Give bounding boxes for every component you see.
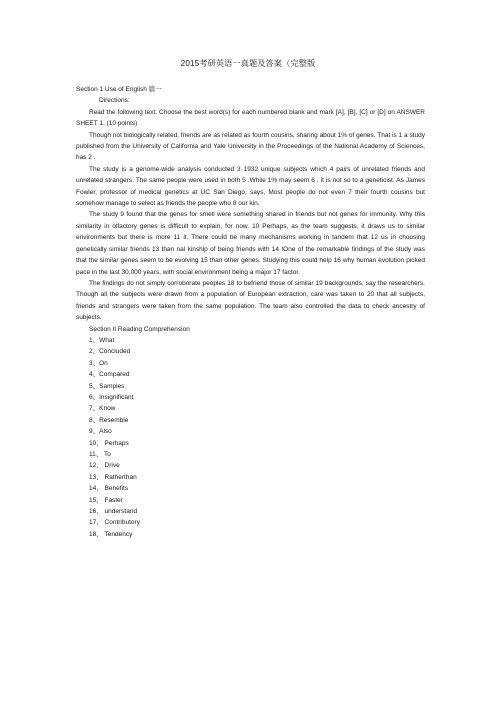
document-body bbox=[76, 84, 425, 540]
answer-item: 18、 Tendency bbox=[89, 530, 133, 538]
answer-item: 15、 Faster bbox=[89, 496, 123, 504]
paragraph-3: The study 9 found that the genes for smell were something shared in friends but not genes for immunity. Why this similarity in olfactory genes is difficult to explain, for now. 10 Perhaps, as the team suggests, it draws us to similar environments but there is more 11 it. There could be many mechanisms working in tandem that 12 us in choosing genetically similar friends 13 than nal kinship of being friends with 14 !One of the remarkable findings of the study was that the similar genes seem to be evolving 15 than other genes. Studying this could help 16 why human evolution picked pace in the last 30,000 years, with social environment being a major 17 factor. bbox=[76, 211, 425, 276]
answer-item: 12、 Drive bbox=[89, 462, 120, 470]
answer-item: 2、Concluded bbox=[89, 348, 131, 356]
directions-label: Directions: bbox=[99, 97, 130, 105]
answer-item: 10、 Perhaps bbox=[89, 439, 129, 447]
answer-item: 11、 To bbox=[89, 451, 111, 458]
answer-list bbox=[76, 335, 425, 540]
section-2-heading: Section II Reading Comprehension bbox=[89, 325, 190, 333]
answer-item: 7、Know bbox=[89, 405, 116, 413]
paragraph-4: The findings do not simply corroborate peoples 18 to befriend those of similar 19 backgrounds, say the researchers. Though all the subjects were drawn from a population of European extraction, care was taken to 20 that all subjects, friends and strangers were taken from the same population. The team also controlled the data to check ancestry of subjects. bbox=[76, 279, 425, 322]
answer-item: 5、Samples bbox=[89, 382, 125, 390]
answer-item: 8、Resemble bbox=[89, 416, 129, 424]
answer-item: 3、On bbox=[89, 359, 108, 367]
answer-item: 1、What bbox=[89, 336, 115, 344]
answer-item: 14、 Benefits bbox=[89, 485, 129, 493]
answer-item: 16、 understand bbox=[89, 508, 138, 516]
paragraph-2: The study is a genome-wide analysis conducted 3 1932 unique subjects which 4 pairs of unrelated friends and unrelated strangers. The same people were used in both 5 .While 1% may seem 6 , it is not so to a geneticist. As James Fowler, professor of medical genetics at UC San Diego, says, Most people do not even 7 their fourth cousins but somehow manage to select as friends the people who 8 our kin. bbox=[76, 165, 425, 208]
answer-item: 6、Insignificant bbox=[89, 393, 134, 401]
answer-item: 9、Also bbox=[89, 428, 112, 436]
section-1-heading: Section 1 Use of English 篇一 bbox=[76, 86, 162, 93]
answer-item: 4、Compared bbox=[89, 371, 130, 379]
answer-item: 13、 Ratherthan bbox=[89, 473, 137, 481]
paragraph-1: Though not biologically related, friends are as related as fourth cousins, sharing about 1% of genes. That is 1 a study published from the University of California and Yale University in the Proceedings of the National Academy of Sciences, has 2 . bbox=[76, 131, 425, 162]
paragraph-instructions: Read the following text. Choose the best word(s) for each numbered blank and mark [A], [B], [C] or [D] on ANSWER SHEET 1. (10 points) bbox=[76, 108, 425, 128]
document-title: 2015考研英语一真题及答案（完整版 bbox=[180, 59, 316, 68]
answer-item: 17、 Contributory bbox=[89, 519, 140, 527]
